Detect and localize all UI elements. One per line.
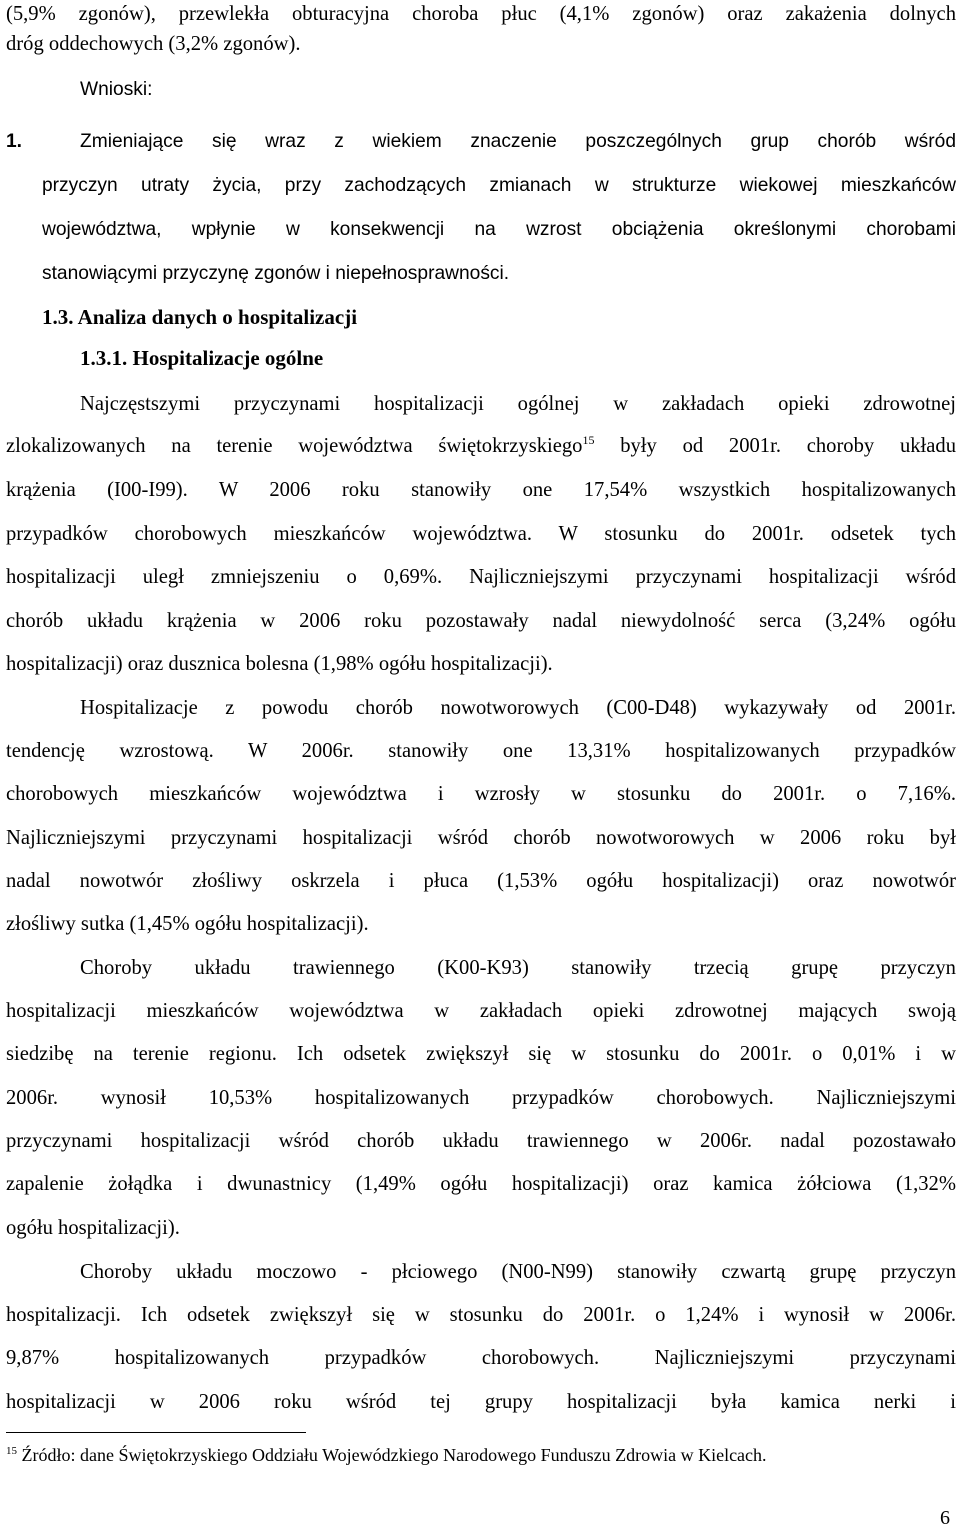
text-line: (5,9% zgonów), przewlekła obturacyjna choroba płuc (4,1% zgonów) oraz zakażenia dolnych — [6, 3, 956, 25]
text-line: przypadków chorobowych mieszkańców województwa. W stosunku do 2001r. odsetek tych — [6, 523, 956, 545]
text-line — [6, 432, 956, 460]
text-run: (I00-I99). W 2006 roku stanowiły one 17,54% wszystkich hospitalizowanych — [75, 479, 956, 501]
text-line: 2006r. wynosił 10,53% hospitalizowanych przypadków chorobowych. Najliczniejszymi — [6, 1087, 956, 1109]
page-number: 6 — [940, 1507, 950, 1529]
text-line: hospitalizacji. Ich odsetek zwiększył się w stosunku do 2001r. o 1,24% i wynosił w 2006r. — [6, 1304, 956, 1326]
term-genitourinary: Choroby układu moczowo - płciowego — [80, 1261, 478, 1283]
text-line: siedzibę na terenie regionu. Ich odsetek zwiększył się w stosunku do 2001r. o 0,01% i w — [6, 1043, 956, 1065]
text-line: Najliczniejszymi przyczynami hospitalizacji wśród chorób nowotworowych w 2006 roku był — [6, 827, 956, 849]
section-heading: 1.3. Analiza danych o hospitalizacji — [42, 305, 358, 329]
conclusions-label: Wnioski: — [80, 79, 153, 100]
term-circulatory-cont: krążenia — [6, 479, 76, 501]
text-line — [80, 694, 956, 722]
footnote-ref: 15 — [582, 433, 595, 447]
text-line: hospitalizacji) oraz dusznica bolesna (1,98% ogółu hospitalizacji). — [6, 653, 553, 675]
list-number: 1. — [6, 131, 23, 152]
text-line: stanowiącymi przyczynę zgonów i niepełnosprawności. — [42, 263, 510, 284]
term-digestive: Choroby układu trawiennego — [80, 957, 395, 979]
text-line: ogółu hospitalizacji). — [6, 1217, 180, 1239]
text-line — [80, 954, 956, 982]
term-neoplasms: chorób nowotworowych — [355, 697, 579, 719]
footnote — [6, 1443, 767, 1467]
text-run: (K00-K93) stanowiły trzecią grupę przyczyn — [394, 957, 956, 979]
text-line: tendencję wzrostową. W 2006r. stanowiły one 13,31% hospitalizowanych przypadków — [6, 740, 956, 762]
subsection-heading: 1.3.1. Hospitalizacje ogólne — [80, 346, 324, 370]
text-line: Zmieniające się wraz z wiekiem znaczenie poszczególnych grup chorób wśród — [80, 131, 956, 152]
text-line: hospitalizacji uległ zmniejszeniu o 0,69%. Najliczniejszymi przyczynami hospitalizacji wśród — [6, 566, 956, 588]
text-line: Najczęstszymi przyczynami hospitalizacji ogólnej w zakładach opieki zdrowotnej — [80, 393, 956, 415]
footnote-number: 15 — [6, 1445, 17, 1457]
text-run: (N00-N99) stanowiły czwartą grupę przyczyn — [477, 1261, 956, 1283]
text-run: były od 2001r. — [594, 435, 807, 457]
text-line: nadal nowotwór złośliwy oskrzela i płuca (1,53% ogółu hospitalizacji) oraz nowotwór — [6, 870, 956, 892]
text-line: chorobowych mieszkańców województwa i wzrosły w stosunku do 2001r. o 7,16%. — [6, 783, 956, 805]
text-line — [80, 1258, 956, 1286]
text-line: zapalenie żołądka i dwunastnicy (1,49% ogółu hospitalizacji) oraz kamica żółciowa (1,32% — [6, 1173, 956, 1195]
text-line: dróg oddechowych (3,2% zgonów). — [6, 33, 301, 55]
text-line: złośliwy sutka (1,45% ogółu hospitalizacji). — [6, 913, 369, 935]
text-line: przyczyn utraty życia, przy zachodzących zmianach w strukturze wiekowej mieszkańców — [42, 175, 956, 196]
footnote-text: Źródło: dane Świętokrzyskiego Oddziału Wojewódzkiego Narodowego Funduszu Zdrowia w Kielcach. — [17, 1445, 767, 1465]
text-run: zlokalizowanych na terenie województwa świętokrzyskiego — [6, 435, 583, 457]
term-circulatory: choroby układu — [806, 435, 956, 457]
text-run: (C00-D48) wykazywały od 2001r. — [578, 697, 957, 719]
footnote-separator — [6, 1432, 306, 1433]
text-line: przyczynami hospitalizacji wśród chorób układu trawiennego w 2006r. nadal pozostawało — [6, 1130, 956, 1152]
text-line: hospitalizacji mieszkańców województwa w zakładach opieki zdrowotnej mających swoją — [6, 1000, 956, 1022]
text-line: 9,87% hospitalizowanych przypadków chorobowych. Najliczniejszymi przyczynami — [6, 1347, 956, 1369]
text-line: hospitalizacji w 2006 roku wśród tej grupy hospitalizacji była kamica nerki i — [6, 1391, 956, 1413]
text-line: chorób układu krążenia w 2006 roku pozostawały nadal niewydolność serca (3,24% ogółu — [6, 610, 956, 632]
text-run: Hospitalizacje z powodu — [80, 697, 356, 719]
text-line: województwa, wpłynie w konsekwencji na wzrost obciążenia określonymi chorobami — [42, 219, 956, 240]
text-line — [6, 476, 956, 504]
